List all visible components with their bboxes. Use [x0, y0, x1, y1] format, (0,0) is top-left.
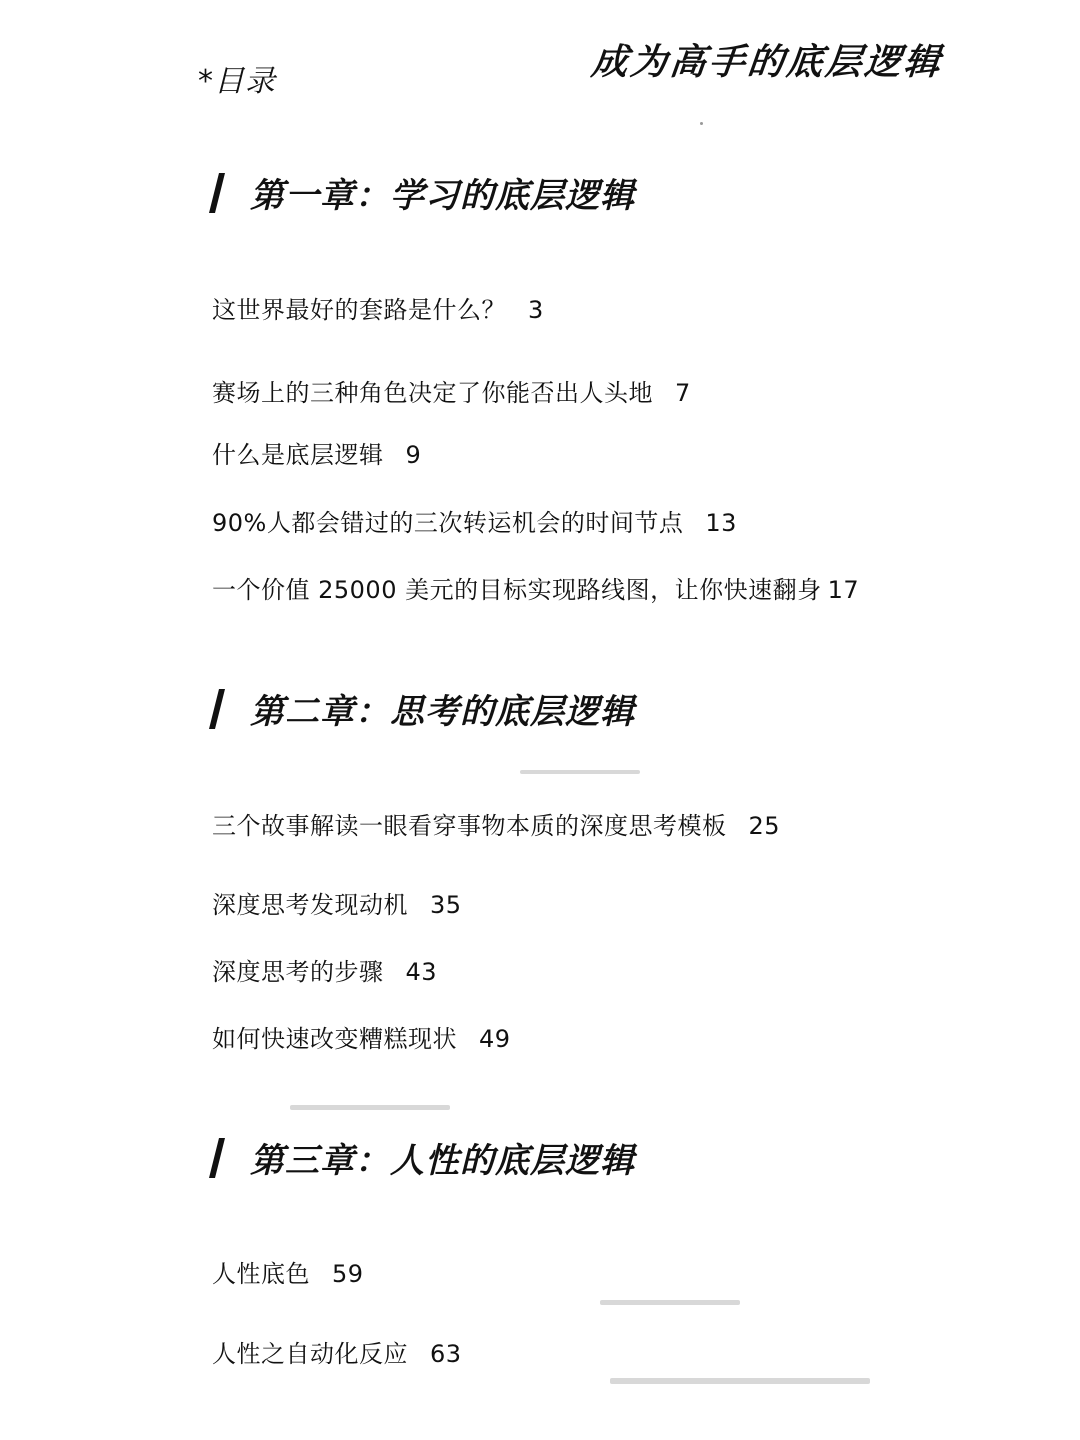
- toc-entry: [212, 503, 737, 538]
- toc-entry: [212, 1019, 511, 1054]
- slash-mark: [209, 173, 225, 213]
- entry-title: 深度思考的步骤: [212, 958, 384, 986]
- chapter-title: 第一章：学习的底层逻辑: [250, 176, 635, 216]
- scan-speck: [700, 122, 703, 125]
- entry-page-number: 7: [675, 379, 691, 407]
- scan-speck: [600, 1300, 740, 1305]
- chapter-title: 第三章：人性的底层逻辑: [250, 1141, 635, 1181]
- entry-page-number: 3: [528, 296, 544, 324]
- toc-entry: [212, 806, 780, 841]
- entry-title: 深度思考发现动机: [212, 891, 408, 919]
- scan-speck: [610, 1378, 870, 1384]
- entry-page-number: 59: [332, 1260, 364, 1288]
- chapter-heading: [214, 684, 635, 733]
- toc-entry: [212, 1334, 462, 1369]
- section-label: *目录: [198, 64, 276, 99]
- slash-mark: [209, 1138, 225, 1178]
- toc-entry: [212, 290, 544, 325]
- entry-title: 一个价值 25000 美元的目标实现路线图，让你快速翻身: [212, 576, 822, 604]
- entry-page-number: 35: [430, 891, 462, 919]
- entry-page-number: 17: [827, 576, 860, 604]
- entry-title: 这世界最好的套路是什么？: [212, 296, 506, 324]
- toc-entry: [212, 570, 859, 605]
- toc-entry: [212, 885, 462, 920]
- entry-title: 如何快速改变糟糕现状: [212, 1025, 457, 1053]
- scan-speck: [520, 770, 640, 774]
- entry-title: 90%人都会错过的三次转运机会的时间节点: [212, 509, 684, 537]
- slash-mark: [209, 689, 225, 729]
- toc-entry: [212, 373, 691, 408]
- entry-page-number: 63: [430, 1340, 462, 1368]
- entry-page-number: 25: [748, 812, 781, 840]
- toc-entry: [212, 435, 421, 470]
- entry-title: 人性底色: [212, 1260, 310, 1288]
- entry-title: 赛场上的三种角色决定了你能否出人头地: [212, 379, 653, 407]
- chapter-title: 第二章：思考的底层逻辑: [250, 692, 635, 732]
- entry-page-number: 13: [705, 509, 737, 537]
- entry-page-number: 49: [479, 1025, 511, 1053]
- entry-page-number: 9: [405, 441, 422, 469]
- chapter-heading: [214, 1133, 635, 1182]
- entry-title: 三个故事解读一眼看穿事物本质的深度思考模板: [212, 812, 727, 840]
- toc-entry: [212, 1254, 364, 1289]
- entry-title: 人性之自动化反应: [212, 1340, 408, 1368]
- entry-title: 什么是底层逻辑: [212, 441, 384, 469]
- entry-page-number: 43: [405, 958, 438, 986]
- chapter-heading: [214, 168, 635, 217]
- book-title: 成为高手的底层逻辑: [589, 42, 945, 83]
- toc-entry: [212, 952, 437, 987]
- scan-speck: [290, 1105, 450, 1110]
